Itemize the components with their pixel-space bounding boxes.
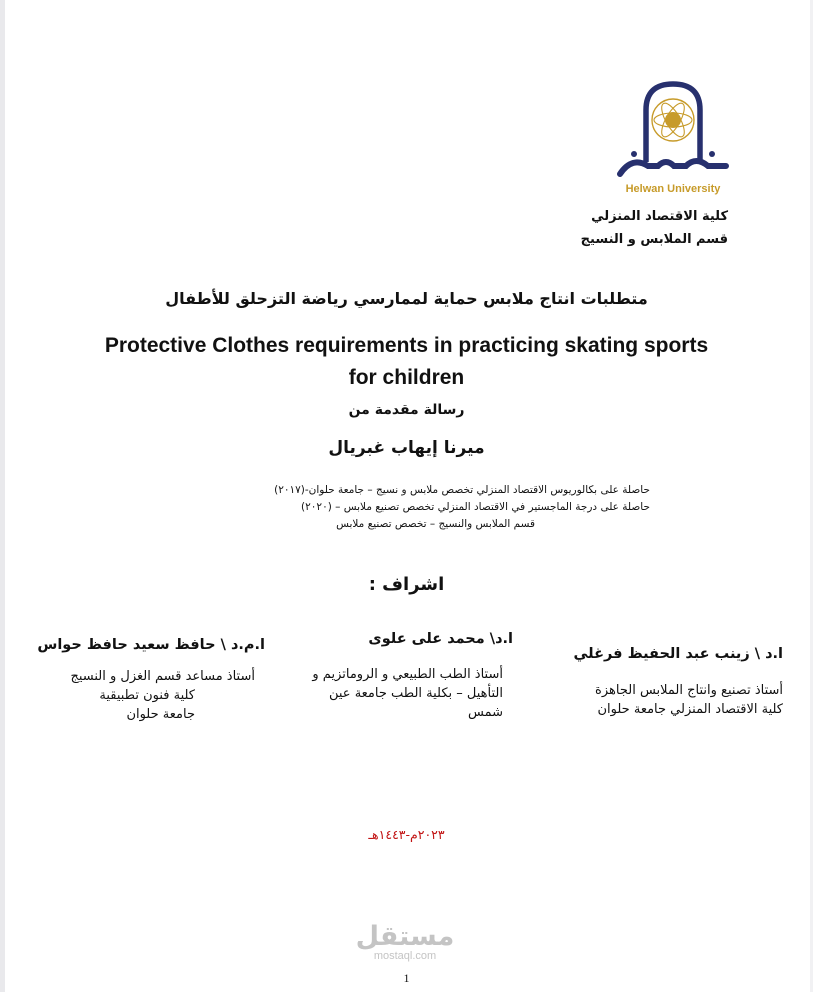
thesis-title-en-line1: Protective Clothes requirements in practicing skating sports (104, 334, 709, 357)
watermark-text-ar: مستقل (355, 921, 455, 952)
supervisor-role-line: كلية الاقتصاد المنزلي جامعة حلوان (597, 702, 783, 717)
qualification-line: قسم الملابس والنسيج – تخصص تصنيع ملابس (336, 518, 535, 530)
supervision-heading: اشراف : (368, 574, 445, 595)
submitted-by-label: رسالة مقدمة من (348, 402, 465, 418)
watermark-text-en: mostaql.com (373, 950, 437, 962)
supervisor-1 (543, 646, 783, 719)
supervisor-role-line: التأهيل – بكلية الطب جامعة عين (328, 686, 503, 701)
supervisor-role (298, 665, 513, 722)
supervisor-role-line: جامعة حلوان (126, 707, 195, 722)
thesis-title-en (80, 330, 733, 394)
department-name: قسم الملابس و النسيج (580, 232, 728, 247)
page-number: 1 (403, 971, 410, 985)
supervisor-name: ا.د\ محمد على علوى (368, 631, 513, 647)
supervisor-role (30, 667, 265, 724)
supervisor-role-line: أستاذ مساعد قسم الغزل و النسيج (70, 669, 255, 684)
thesis-date: ٢٠٢٣م-١٤٤٣هـ (368, 827, 445, 842)
author-name: ميرنا إيهاب غبريال (328, 438, 485, 458)
author-qualifications (150, 482, 650, 533)
university-emblem-icon (612, 78, 734, 182)
faculty-name: كلية الاقتصاد المنزلي (591, 209, 728, 224)
supervisor-name: ا.م.د \ حافظ سعيد حافظ حواس (37, 637, 265, 653)
supervisor-role-line: شمس (468, 705, 503, 720)
mostaql-watermark (350, 922, 460, 962)
logo-text-en: Helwan University (625, 183, 721, 195)
thesis-title-en-line2: for children (348, 366, 465, 389)
supervisor-role (543, 681, 783, 719)
qualification-line: حاصلة على بكالوريوس الاقتصاد المنزلي تخصص ملابس و نسيج – جامعة حلوان-(٢٠١٧) (274, 484, 650, 496)
supervisor-name: ا.د \ زينب عبد الحفيظ فرغلي (573, 646, 783, 662)
qualification-line: حاصلة على درجة الماجستير في الاقتصاد المنزلي تخصص تصنيع ملابس – (٢٠٢٠) (301, 501, 650, 513)
thesis-title-ar: متطلبات انتاج ملابس حماية لممارسي رياضة التزحلق للأطفال (165, 289, 648, 308)
supervisor-role-line: أستاذ تصنيع وانتاج الملابس الجاهزة (595, 683, 783, 698)
supervisor-role-line: كلية فنون تطبيقية (99, 688, 195, 703)
supervisor-2 (298, 631, 513, 722)
page-left-edge (0, 0, 5, 992)
supervisor-3 (30, 637, 265, 724)
supervisor-role-line: أستاذ الطب الطبيعي و الروماتزيم و (312, 667, 503, 682)
